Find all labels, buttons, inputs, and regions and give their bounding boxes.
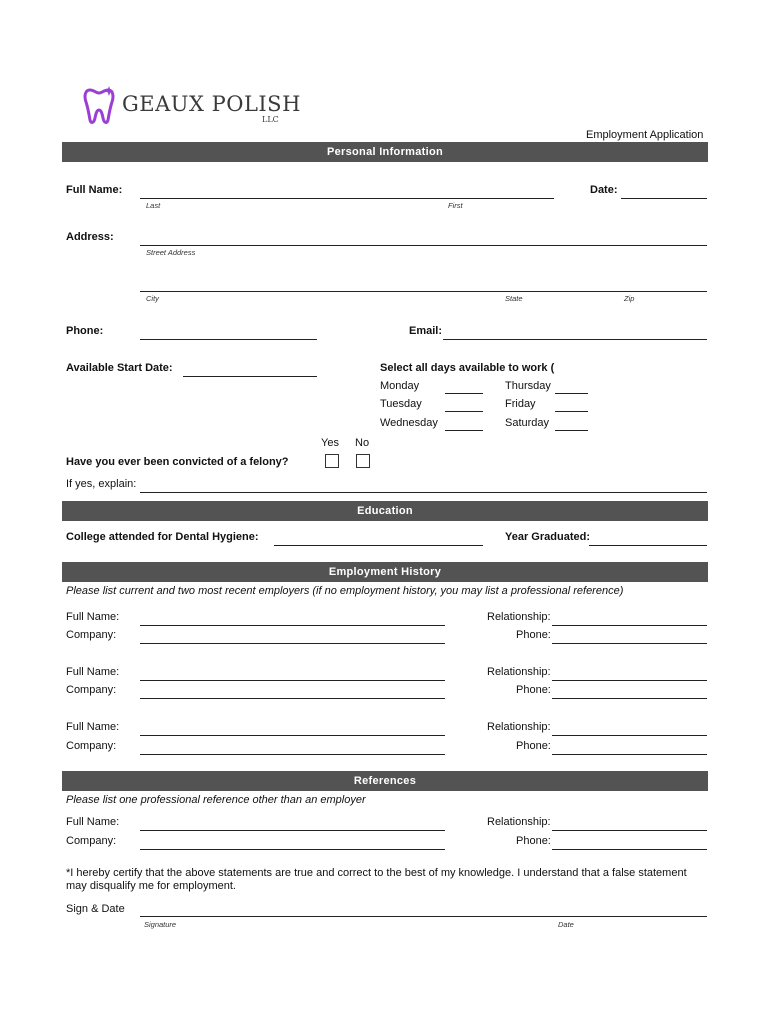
employer-3-relationship-field[interactable] [552,735,707,736]
certify-line-1: *I hereby certify that the above statements are true and correct to the best of my knowledge. I understand that a false statement [66,867,687,879]
employer-1-phone-label: Phone: [516,629,551,641]
day-tuesday-field[interactable] [445,411,483,412]
employer-2-name-field[interactable] [140,680,445,681]
employer-3-phone-field[interactable] [552,754,707,755]
full-name-field[interactable] [140,198,554,199]
employer-3-phone-label: Phone: [516,740,551,752]
explain-field[interactable] [140,492,707,493]
day-saturday-field[interactable] [555,430,588,431]
reference-company-label: Company: [66,835,117,847]
year-graduated-label: Year Graduated: [505,531,590,543]
employer-1-name-label: Full Name: [66,611,120,623]
day-wednesday: Wednesday [380,417,438,429]
employer-3-company-field[interactable] [140,754,445,755]
employer-1-relationship-field[interactable] [552,625,707,626]
zip-caption: Zip [624,294,635,303]
logo [80,86,301,128]
employer-2-phone-field[interactable] [552,698,707,699]
employer-1-relationship-label: Relationship: [487,611,551,623]
year-graduated-field[interactable] [589,545,707,546]
section-header-references: References [62,771,708,791]
sign-date-label: Sign & Date [66,903,125,915]
employer-3-name-label: Full Name: [66,721,120,733]
reference-phone-field[interactable] [552,849,707,850]
start-date-label: Available Start Date: [66,362,173,374]
logo-suffix: LLC [262,115,279,124]
start-date-field[interactable] [183,376,317,377]
reference-name-field[interactable] [140,830,445,831]
day-thursday-field[interactable] [555,393,588,394]
employer-2-relationship-label: Relationship: [487,666,551,678]
email-label: Email: [409,325,443,337]
signature-caption: Signature [144,920,177,929]
references-instructions: Please list one professional reference other than an employer [66,794,366,806]
employer-1-company-field[interactable] [140,643,445,644]
reference-relationship-field[interactable] [552,830,707,831]
city-caption: City [146,294,159,303]
city-state-zip-field[interactable] [140,291,707,292]
day-saturday: Saturday [505,417,550,429]
employment-instructions: Please list current and two most recent employers (if no employment history, you may list a professional reference) [66,585,624,597]
tooth-icon [82,86,116,126]
day-thursday: Thursday [505,380,551,392]
day-wednesday-field[interactable] [445,430,483,431]
day-friday: Friday [505,398,536,410]
no-label: No [355,437,370,449]
employer-1-name-field[interactable] [140,625,445,626]
date-label: Date: [590,184,618,196]
reference-company-field[interactable] [140,849,445,850]
days-prompt: Select all days available to work ( [380,362,555,374]
employer-1-company-label: Company: [66,629,117,641]
employer-3-relationship-label: Relationship: [487,721,551,733]
reference-phone-label: Phone: [516,835,551,847]
felony-no-checkbox[interactable] [356,454,370,468]
day-monday: Monday [380,380,420,392]
felony-yes-checkbox[interactable] [325,454,339,468]
last-caption: Last [146,201,161,210]
employer-3-company-label: Company: [66,740,117,752]
employer-3-name-field[interactable] [140,735,445,736]
day-friday-field[interactable] [555,411,588,412]
employer-1-phone-field[interactable] [552,643,707,644]
certify-line-2: may disqualify me for employment. [66,880,236,892]
reference-relationship-label: Relationship: [487,816,551,828]
reference-name-label: Full Name: [66,816,120,828]
section-header-personal: Personal Information [62,142,708,162]
employer-2-name-label: Full Name: [66,666,120,678]
employer-2-relationship-field[interactable] [552,680,707,681]
logo-name: GEAUX POLISH [122,92,301,116]
yes-label: Yes [321,437,339,449]
section-header-employment: Employment History [62,562,708,582]
day-monday-field[interactable] [445,393,483,394]
felony-question: Have you ever been convicted of a felony? [66,456,289,468]
employer-2-phone-label: Phone: [516,684,551,696]
sign-date-caption: Date [558,920,574,929]
street-caption: Street Address [146,248,196,257]
address-label: Address: [66,231,114,243]
signature-field[interactable] [140,916,707,917]
college-field[interactable] [274,545,483,546]
employer-2-company-label: Company: [66,684,117,696]
full-name-label: Full Name: [66,184,123,196]
street-address-field[interactable] [140,245,707,246]
phone-field[interactable] [140,339,317,340]
first-caption: First [448,201,463,210]
section-header-education: Education [62,501,708,521]
email-field[interactable] [443,339,707,340]
form-title: Employment Application [586,129,704,141]
employer-2-company-field[interactable] [140,698,445,699]
date-field[interactable] [621,198,707,199]
day-tuesday: Tuesday [380,398,422,410]
college-label: College attended for Dental Hygiene: [66,531,259,543]
state-caption: State [505,294,523,303]
phone-label: Phone: [66,325,104,337]
explain-label: If yes, explain: [66,478,137,490]
